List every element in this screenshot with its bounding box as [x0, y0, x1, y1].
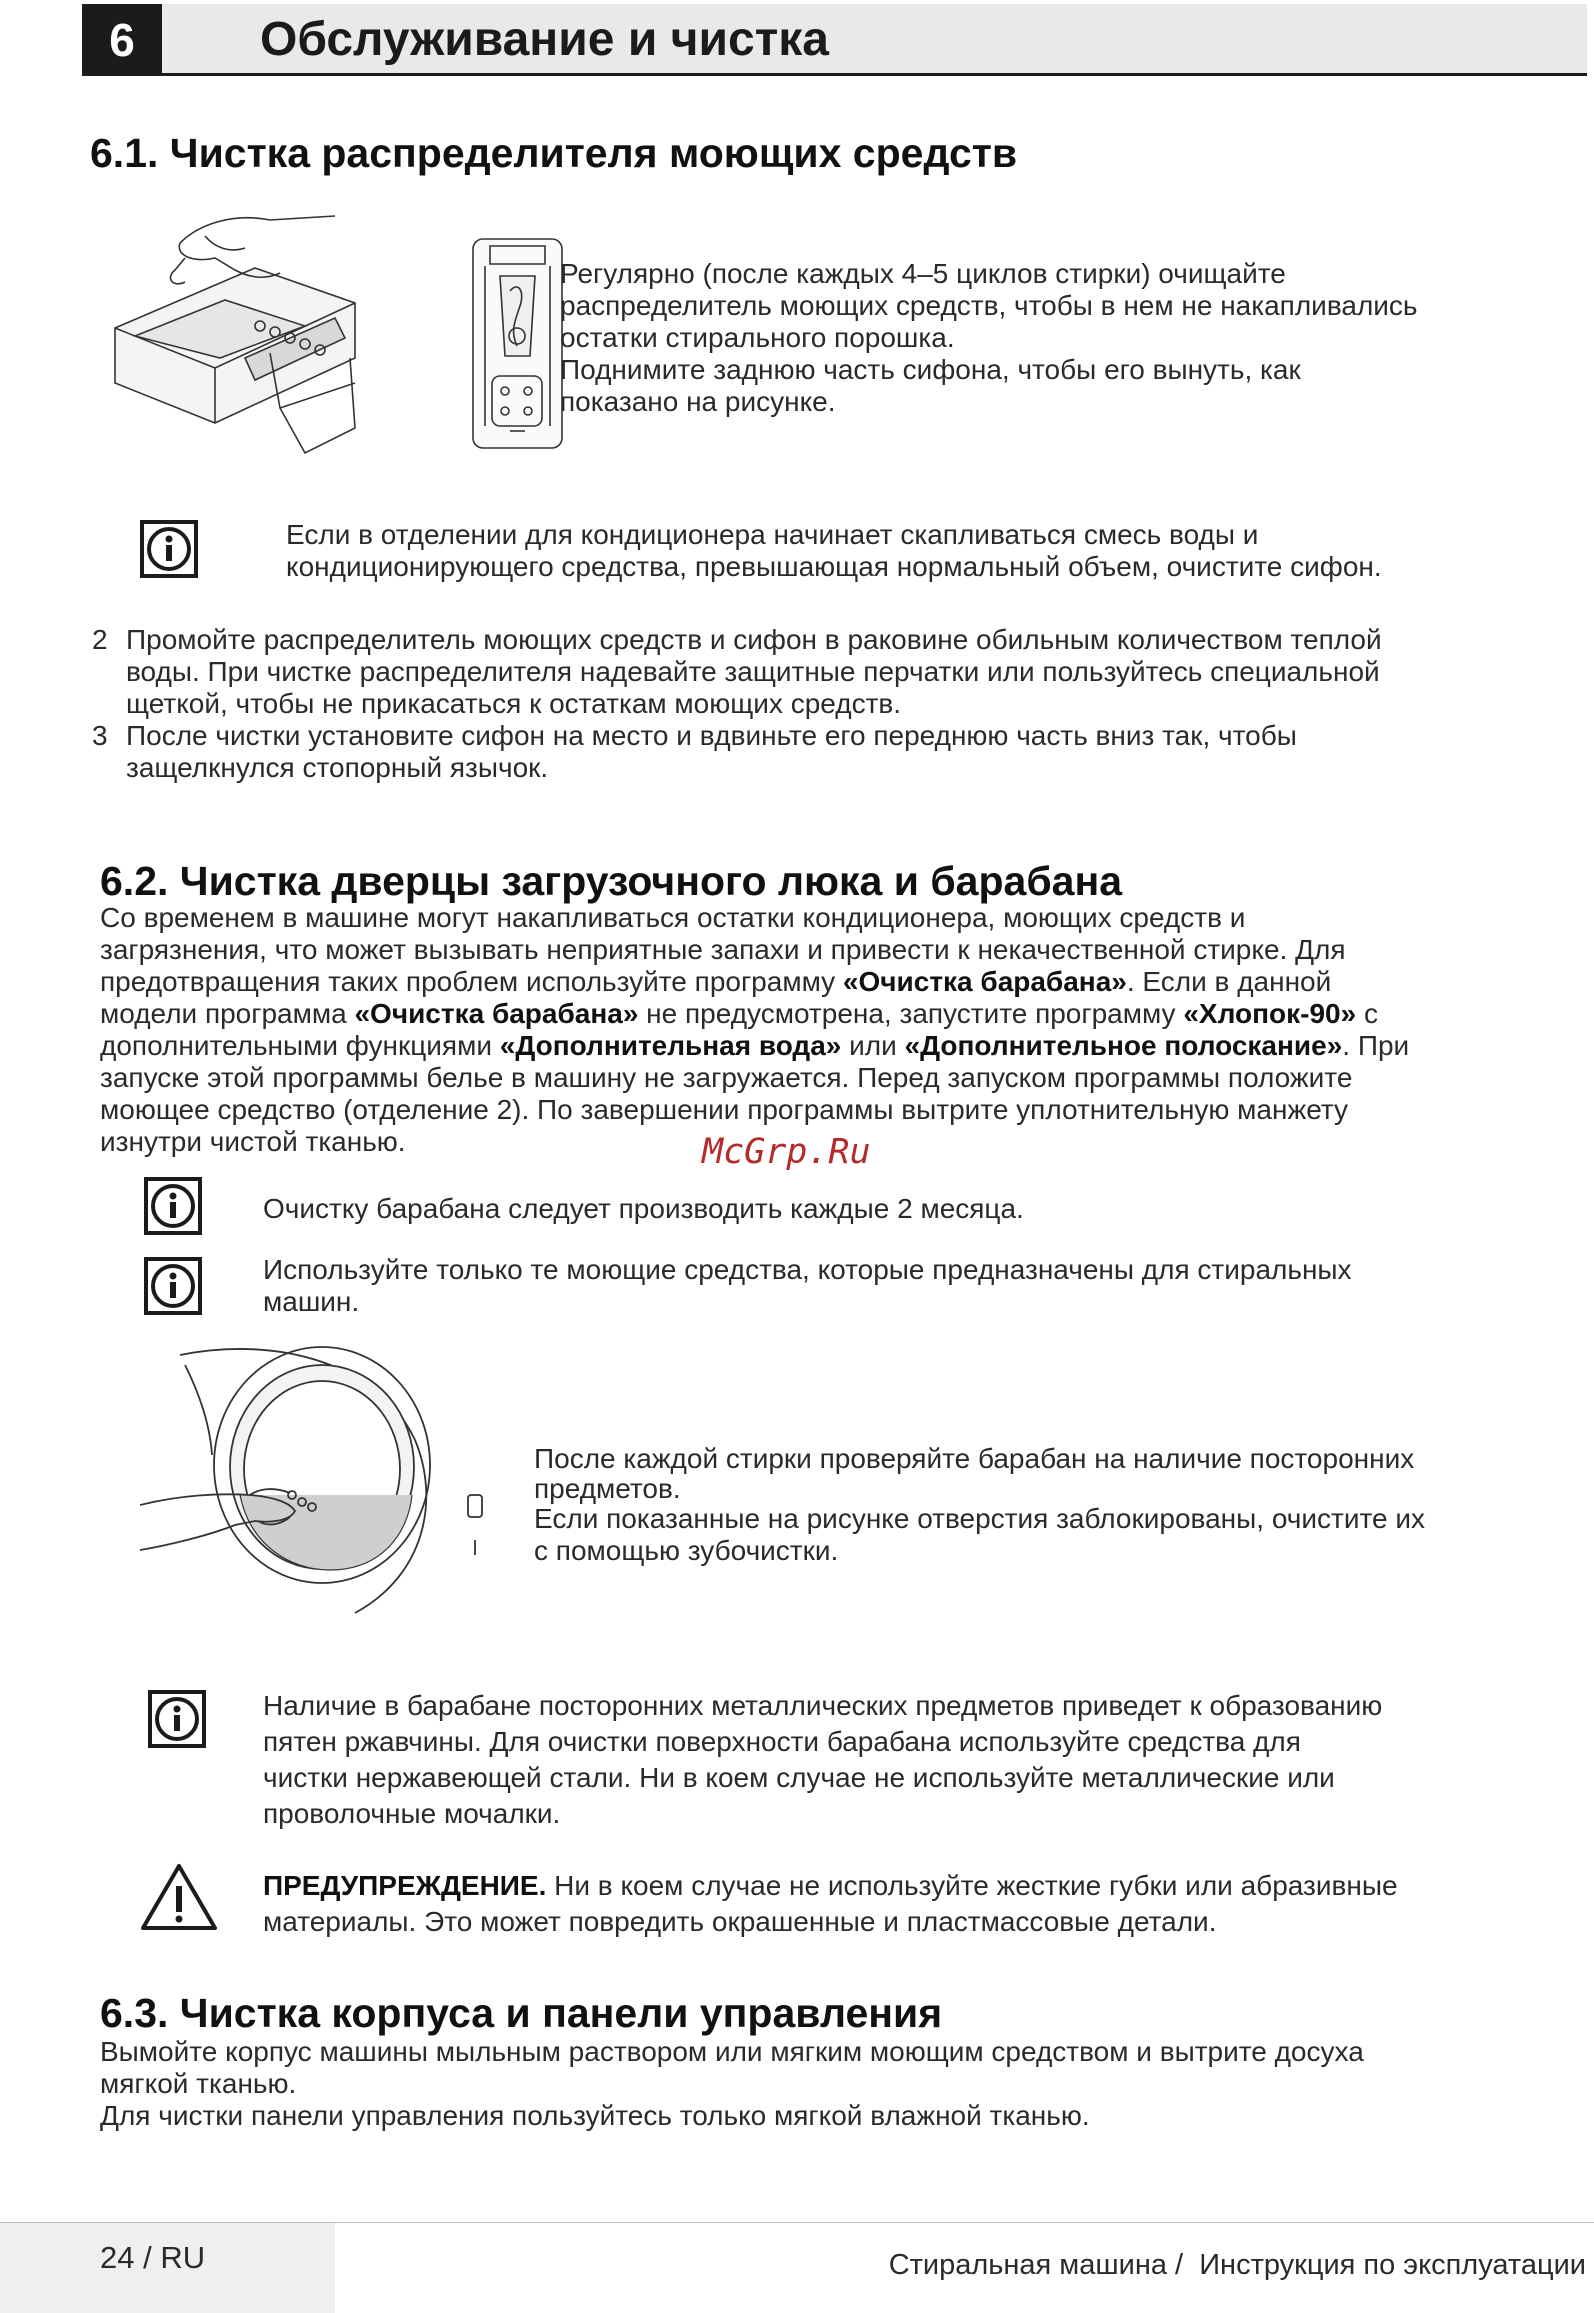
para-line: дополнительными функциями «Дополнительная вода» или «Дополнительное полоскание». При	[100, 1030, 1410, 1061]
drum-check-text	[534, 1443, 1584, 1567]
chapter-title: Обслуживание и чистка	[260, 13, 829, 66]
step-line: щеткой, чтобы не прикасаться к остаткам моющих средств.	[126, 688, 902, 719]
step-line: защелкнулся стопорный язычок.	[126, 752, 549, 783]
chapter-title-bar	[162, 4, 1587, 76]
chapter-header	[82, 4, 1587, 76]
drum-line: с помощью зубочистки.	[534, 1535, 839, 1566]
para-line: предотвращения таких проблем используйте программу «Очистка барабана». Если в данной	[100, 966, 1332, 997]
page-number: 24 / RU	[100, 2240, 206, 2275]
note-line: Используйте только те моющие средства, которые предназначены для стиральных	[263, 1254, 1352, 1285]
intro-line: Поднимите заднюю часть сифона, чтобы его вынуть, как	[560, 354, 1301, 385]
info-icon	[148, 1690, 206, 1748]
intro-line: Регулярно (после каждых 4–5 циклов стирки) очищайте	[560, 258, 1286, 289]
intro-line: распределитель моющих средств, чтобы в нем не накапливались	[560, 290, 1418, 321]
section3-line: мягкой тканью.	[100, 2068, 297, 2099]
info-icon	[144, 1177, 202, 1235]
note-line: пятен ржавчины. Для очистки поверхности барабана используйте средства для	[263, 1726, 1301, 1757]
note-metal-objects	[263, 1688, 1583, 1832]
note-line: кондиционирующего средства, превышающая нормальный объем, очистите сифон.	[286, 551, 1382, 582]
section-6-2-heading: 6.2. Чистка дверцы загрузочного люка и барабана	[100, 858, 1123, 904]
note-detergent-type	[263, 1254, 1563, 1318]
warning-block	[263, 1868, 1583, 1940]
step-item	[90, 720, 1590, 784]
drum-door-illustration	[140, 1345, 500, 1620]
section-6-1-heading: 6.1. Чистка распределителя моющих средств	[90, 130, 1018, 176]
section-6-1-intro	[560, 258, 1560, 418]
step-item	[90, 624, 1590, 720]
warning-label: ПРЕДУПРЕЖДЕНИЕ.	[263, 1870, 547, 1901]
section-6-2-paragraph	[100, 902, 1594, 1158]
warning-line: ПРЕДУПРЕЖДЕНИЕ. Ни в коем случае не используйте жесткие губки или абразивные	[263, 1870, 1398, 1901]
section-6-1-note	[286, 519, 1576, 583]
section-6-3-text	[100, 2036, 1580, 2132]
para-line: изнутри чистой тканью.	[100, 1126, 406, 1157]
note-line: проволочные мочалки.	[263, 1798, 561, 1829]
step-line: После чистки установите сифон на место и вдвиньте его переднюю часть вниз так, чтобы	[126, 720, 1297, 751]
section-6-3-heading: 6.3. Чистка корпуса и панели управления	[100, 1990, 943, 2036]
intro-line: остатки стирального порошка.	[560, 322, 955, 353]
para-line: запуске этой программы белье в машину не загружается. Перед запуском программы положите	[100, 1062, 1353, 1093]
step-number: 3	[92, 720, 108, 751]
warning-triangle-icon	[140, 1862, 218, 1932]
drum-line: предметов.	[534, 1473, 681, 1504]
watermark: McGrp.Ru	[702, 1132, 871, 1172]
chapter-number: 6	[82, 4, 162, 76]
warning-line: материалы. Это может повредить окрашенные и пластмассовые детали.	[263, 1906, 1217, 1937]
intro-line: показано на рисунке.	[560, 386, 836, 417]
step-line: воды. При чистке распределителя надевайте защитные перчатки или пользуйтесь специальной	[126, 656, 1380, 687]
footer-title: Стиральная машина / Инструкция по эксплуатации	[888, 2249, 1586, 2281]
note-drum-cleaning-interval: Очистку барабана следует производить каждые 2 месяца.	[263, 1193, 1024, 1224]
section3-line: Вымойте корпус машины мыльным раствором или мягким моющим средством и вытрите досуха	[100, 2036, 1364, 2067]
steps-list	[90, 624, 1590, 784]
note-line: Если в отделении для кондиционера начинает скапливаться смесь воды и	[286, 519, 1259, 550]
step-number: 2	[92, 624, 108, 655]
note-line: Наличие в барабане посторонних металлических предметов приведет к образованию	[263, 1690, 1383, 1721]
para-line: моющее средство (отделение 2). По завершении программы вытрите уплотнительную манжету	[100, 1094, 1348, 1125]
step-line: Промойте распределитель моющих средств и сифон в раковине обильным количеством теплой	[126, 624, 1382, 655]
section3-line: Для чистки панели управления пользуйтесь только мягкой влажной тканью.	[100, 2100, 1090, 2131]
note-line: машин.	[263, 1286, 360, 1317]
para-line: модели программа «Очистка барабана» не предусмотрена, запустите программу «Хлопок-90» с	[100, 998, 1378, 1029]
para-line: Со временем в машине могут накапливаться остатки кондиционера, моющих средств и	[100, 902, 1246, 933]
siphon-illustration	[470, 236, 565, 451]
info-icon	[140, 520, 198, 578]
note-line: чистки нержавеющей стали. Ни в коем случае не используйте металлические или	[263, 1762, 1335, 1793]
drum-line: Если показанные на рисунке отверстия заблокированы, очистите их	[534, 1503, 1425, 1534]
drum-line: После каждой стирки проверяйте барабан на наличие посторонних	[534, 1443, 1415, 1474]
para-line: загрязнения, что может вызывать неприятные запахи и привести к некачественной стирке. Для	[100, 934, 1346, 965]
info-icon	[144, 1257, 202, 1315]
detergent-drawer-illustration	[105, 208, 380, 463]
